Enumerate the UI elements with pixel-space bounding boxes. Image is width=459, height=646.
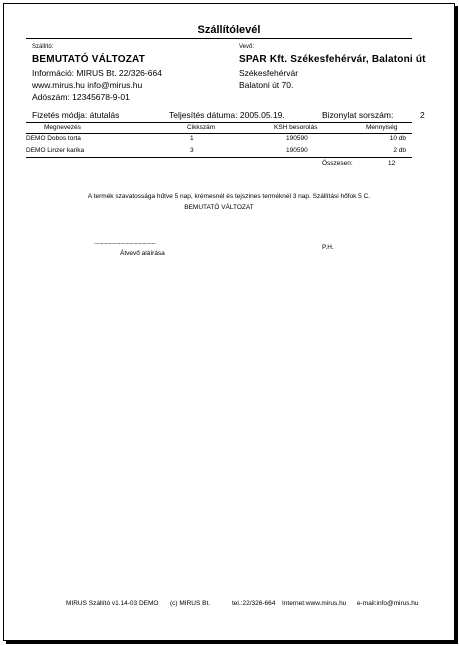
col-header-name: Megnevezés [44,124,81,131]
header-rule [26,133,412,134]
footer-tel: tel.:22/326-664 [232,600,276,607]
sender-label: Szállító: [32,44,54,50]
sender-info: Információ: MIRUS Bt. 22/326-664 [32,68,162,78]
row2-ksh: 190590 [286,147,308,154]
row1-name: DEMO Dobos torta [26,135,81,142]
serial-value: 2 [420,110,425,120]
payment-method: Fizetés módja: átutalás [32,110,120,120]
row2-name: DEMO Linzer karika [26,147,85,154]
title-rule [26,38,412,39]
rows-rule [26,157,412,158]
footer-copyright: (c) MIRUS Bt. [170,600,211,607]
row1-qty: 10 db [389,135,406,142]
storage-note: A termék szavatossága hűtve 5 nap, krémesnél és tejszínes terméknél 3 nap. Szállítási hőfok 5 C. [87,193,371,200]
col-header-ksh: KSH besorolás [274,124,318,131]
meta-rule [26,122,412,123]
col-header-code: Cikkszám [187,124,216,131]
sender-tax: Adószám: 12345678-9-01 [32,92,130,102]
footer-email: e-mail:info@mirus.hu [357,600,419,607]
total-label: Összesen: [322,160,353,167]
buyer-name: SPAR Kft. Székesfehérvár, Balatoni út [239,54,426,65]
delivery-note-page [3,3,455,641]
col-header-qty: Mennyiség [366,124,398,131]
row1-ksh: 190590 [286,135,308,142]
row2-code: 3 [190,147,194,154]
signature-label: Átvevő aláírása [120,250,165,257]
total-value: 12 [388,160,396,167]
footer-app: MIRUS Szállító v1.14-03 DEMO [66,600,159,607]
serial-label: Bizonylat sorszám: [322,110,394,120]
completion-date: Teljesítés dátuma: 2005.05.19. [169,110,285,120]
demo-note: BEMUTATÓ VÁLTOZAT [184,204,254,211]
document-title: Szállítólevél [197,24,261,36]
signature-line: ............................................... [94,239,156,246]
row1-code: 1 [190,135,194,142]
row2-qty: 2 db [393,147,406,154]
buyer-city: Székesfehérvár [239,68,299,78]
stamp-placeholder: P.H. [322,244,334,251]
footer-internet: Internet:www.mirus.hu [282,600,347,607]
sender-web: www.mirus.hu info@mirus.hu [32,80,143,90]
buyer-label: Vevő: [239,44,255,50]
buyer-street: Balatoni út 70. [239,80,294,90]
sender-name: BEMUTATÓ VÁLTOZAT [32,54,146,65]
